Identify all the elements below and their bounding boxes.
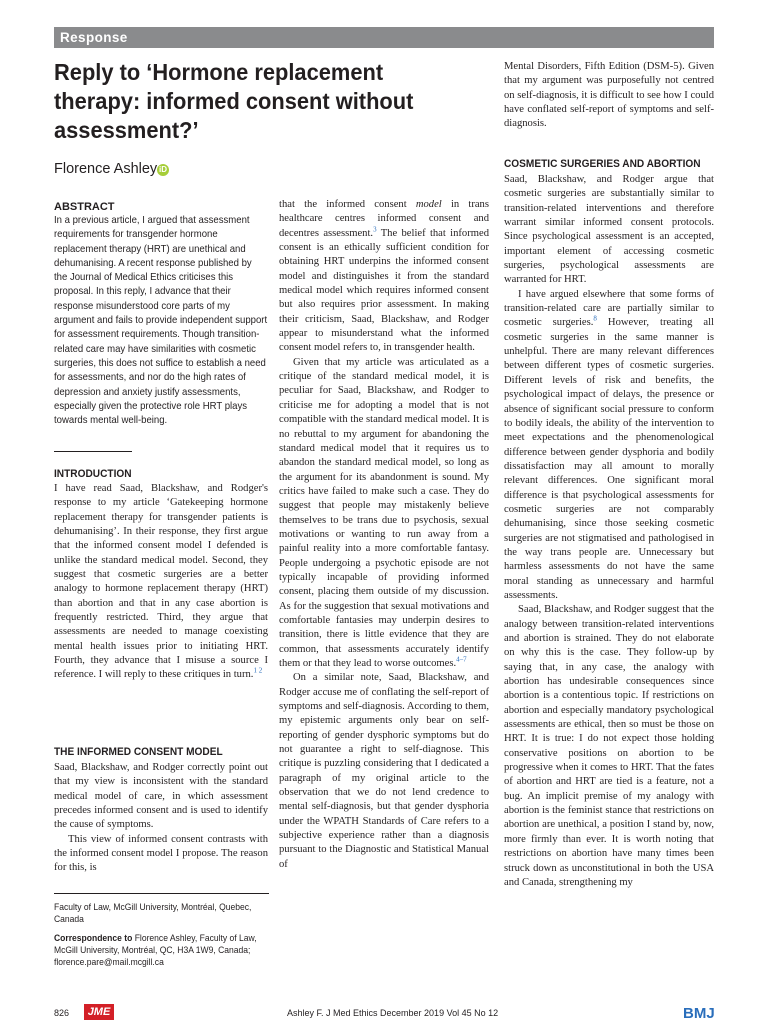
paragraph: Saad, Blackshaw, and Rodger suggest that the analogy between transition-related interventions and abortion is strained. They do not elaborate on why this is the case. They follow-up by saying that, in any case, the analogy with abortion has undesirable consequences since abortion is a contentious topic. If restrictions on abortion and especially mandatory psychological assessments are ethical, then so must be those on HRT. It is true: I do not expect those holding conservative positions on abortion to be progressive when it comes to HRT. That the fates of abortion and HRT are tied is a feature, not a bug. An implicit premise of my analogy with abortion is the feminist stance that restrictions on abortion are unethical, a position I stand by, now, more firmly than ever. It is worth noting that restrictions on abortion have many times been struck down as unconstitutional in both the USA and Canada, strengthening my: [504, 604, 714, 888]
reference-link[interactable]: 8: [593, 314, 597, 323]
paragraph: Saad, Blackshaw, and Rodger argue that cosmetic surgeries are substantially similar to transition-related interventions and therefore warrant similar informed consent protocols. Since psychological assessment is an accepted, important element of accessing cosmetic surgeries, psychological assessments are warranted for HRT.: [504, 174, 714, 286]
footnote-divider: [54, 893, 269, 894]
section-banner: Response: [54, 27, 714, 48]
orcid-icon[interactable]: iD: [159, 165, 167, 174]
reference-link[interactable]: 3: [373, 225, 377, 234]
informed-consent-heading: THE INFORMED CONSENT MODEL: [54, 746, 223, 758]
footer-citation: Ashley F. J Med Ethics December 2019 Vol 45 No 12: [287, 1008, 499, 1018]
page-number: 826: [54, 1008, 70, 1018]
publisher-logo: BMJ: [683, 1005, 715, 1022]
paragraph: Mental Disorders, Fifth Edition (DSM-5). Given that my argument was purposefully not centred on self-diagnosis, it is difficult to see how I could have conflated self-report of symptoms and self-diagnosis.: [504, 61, 714, 130]
introduction-paragraph: I have read Saad, Blackshaw, and Rodger's response to my article ‘Gatekeeping hormone replacement therapy for transgender patients is dehumanising’. In their response, they first argue that the informed consent model I defended is unlike the standard medical model. Second, they suggest that cosmetic surgeries are a better analogy to hormone replacement therapy (HRT) than abortion and that in any case abortion is frequently restricted. Third, they argue that assessments are needed to manage coexisting mental health issues prior to initiating HRT. Fourth, they advance that I misuse a source I reference. I will reply to these critiques in turn.$^{1 2}$: [54, 483, 268, 681]
abstract-text: In a previous article, I argued that assessment requirements for transgender hormone replacement therapy (HRT) are unethical and dehumanising. A recent response published by the Journal of Medical Ethics criticises this proposal. In this reply, I advance that their response misunderstood core parts of my argument and fails to provide independent support for assessment requirements. Though transition-related care may have similarities with cosmetic surgeries, this does not suffice to establish a need for assessments, and nor do the high rates of depression and anxiety justify assessments, especially given the protective role HRT plays towards mental well-being.: [54, 215, 268, 427]
article-title: Reply to ‘Hormone replacement therapy: informed consent without assessment?’: [54, 59, 414, 143]
paragraph: On a similar note, Saad, Blackshaw, and Rodger accuse me of conflating the self-report of symptoms and self-diagnosis. According to them, my epistemic arguments only bear on self-reporting of gender dysphoric symptoms but do not guarantee a right to self-diagnose. This critique is puzzling considering that I dedicated a paragraph of my original article to the observation that we do not lend credence to mental self-diagnosis, but that gender dysphoria under the WPATH Standards of Care refers to a subjective experience rather than a diagnosis pursuant to the Diagnostic and Statistical Manual of: [279, 672, 489, 870]
paragraph: I have argued elsewhere that some forms of transition-related care are partially similar to cosmetic surgeries.$^8$ However, treating all cosmetic surgeries in the same manner is unhelpful. There are many relevant differences between different types of cosmetic surgeries. Different levels of risk and benefits, the psychological impact of delays, the presence or absence of significant social pressure to conform to bodily ideals, the ability of the intervention to meet expectations and the phenomenological difference between gender dysphoria and bodily dissatisfaction may all amount to morally relevant differences. One significant moral difference is that psychological assessments for cosmetic surgeries are not comparably dehumanising, since those seeking cosmetic surgeries are not stigmatised and pathologised in the way trans people are. Unnecessary but harmless assessments do not have the same moral standing as unnecessary and harmful assessments.: [504, 288, 714, 601]
cosmetic-surgeries-heading: COSMETIC SURGERIES AND ABORTION: [504, 158, 701, 170]
author-name[interactable]: Florence Ashley: [54, 161, 158, 177]
reference-link[interactable]: 1 2: [253, 666, 263, 675]
paragraph: This view of informed consent contrasts with the informed consent model I propose. The reason for this, is: [54, 833, 268, 874]
introduction-heading: INTRODUCTION: [54, 468, 132, 480]
column-three-top: [504, 60, 714, 132]
section-divider: [54, 451, 132, 452]
column-three: [504, 173, 714, 890]
informed-consent-body: [54, 761, 268, 876]
reference-link[interactable]: 4–7: [456, 655, 467, 664]
paragraph: that the informed consent model in trans healthcare centres informed consent and decentres assessment.$^3$ The belief that informed consent is an ethically sufficient condition for obtaining HRT underpins the informed consent model and distinguishes it from the standard medical model which requires informed consent but also requires prior assessment. In making their criticism, Saad, Blackshaw, and Rodger appear to misunderstand what the informed consent model refers to, in transgender health.: [279, 199, 489, 354]
journal-logo: JME: [84, 1004, 114, 1020]
correspondence-text: Florence Ashley, Faculty of Law, McGill University, Montréal, QC, H3A 1W9, Canada; florence.pare@mail.mcgill.ca: [54, 933, 257, 967]
paragraph: Saad, Blackshaw, and Rodger correctly point out that my view is inconsistent with the standard medical model of care, in which assessment precedes informed consent and is used to identify the cause of symptoms.: [54, 762, 268, 831]
column-two: [279, 198, 489, 872]
affiliation-note: Faculty of Law, McGill University, Montréal, Quebec, Canada: [54, 902, 252, 924]
abstract-heading: ABSTRACT: [54, 201, 115, 213]
correspondence-label: Correspondence to: [54, 933, 133, 943]
paragraph: Given that my article was articulated as a critique of the standard medical model, it is peculiar for Saad, Blackshaw, and Rodger to criticise me for adopting a model that is not compatible with the standard medical model. It is no rebuttal to my argument for abandoning the standard medical model that it requires us to abandon the standard medical model, so long as the argument for its abandonment is sound. My critics have failed to make such a case. They do suggest that people may mistakenly believe themselves to be trans due to psychosis, sexual motivations or wanting to run away from a painful reality into a more comfortable fantasy. People undergoing a psychotic episode are not typically incapable of providing informed consent, placing them outside of my discussion. As for the suggestion that sexual motivations and comfortable fantasies may underpin desires to transition, there is little evidence that they are common, that assessments accurately identify them or that they lead to worse outcomes.$^{4-7}$: [279, 356, 489, 669]
correspondence-note: [54, 932, 259, 968]
introduction-body: [54, 482, 268, 683]
